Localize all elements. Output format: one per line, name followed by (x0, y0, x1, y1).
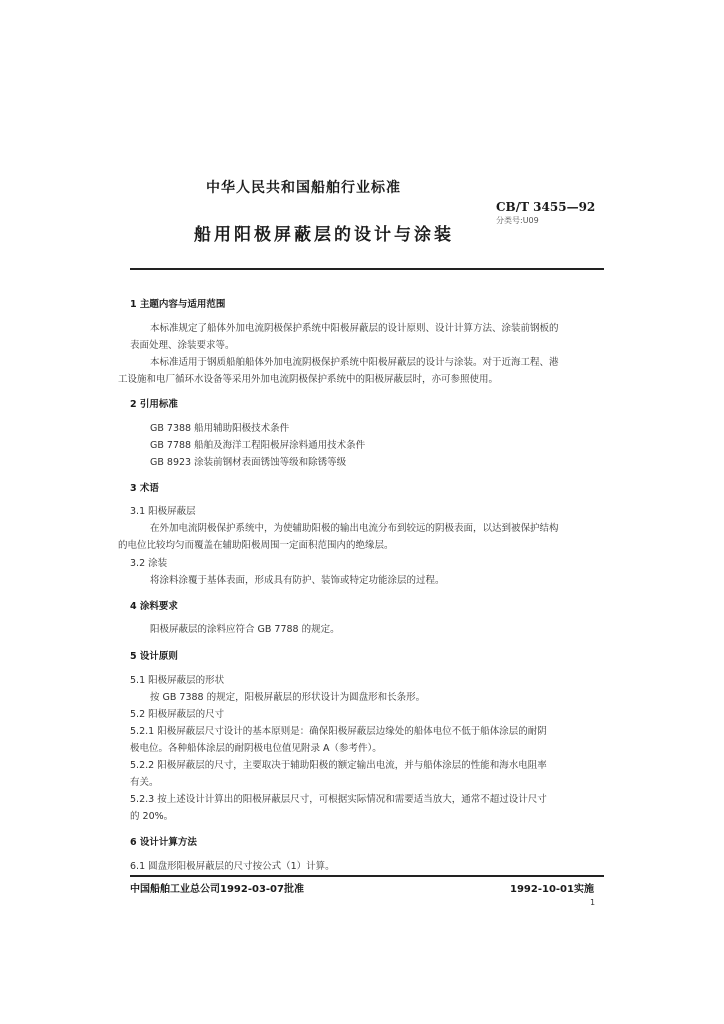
clause-5-1-heading: 5.1 阳极屏蔽层的形状 (130, 675, 225, 686)
clause-5-2-1-text-a: 5.2.1 阳极屏蔽层尺寸设计的基本原则是：确保阳极屏蔽层边缘处的船体电位不低于船体涂层的耐阴 (130, 726, 547, 737)
section-4-text: 阳极屏蔽层的涂料应符合 GB 7788 的规定。 (150, 624, 340, 635)
clause-5-2-2-text-a: 5.2.2 阳极屏蔽层的尺寸，主要取决于辅助阳极的额定输出电流，并与船体涂层的性能和海水电阻率 (130, 760, 547, 771)
section-1-para-2a: 本标准适用于钢质船舶船体外加电流阴极保护系统中阳极屏蔽层的设计与涂装。对于近海工程、港 (150, 357, 559, 368)
clause-5-2-2-text-b: 有关。 (130, 777, 159, 788)
section-2-heading: 2 引用标准 (130, 399, 178, 410)
classification-number: 分类号:U09 (496, 216, 539, 225)
section-1-para-1a: 本标准规定了船体外加电流阴极保护系统中阳极屏蔽层的设计原则、设计计算方法、涂装前钢板的 (150, 323, 559, 334)
section-1-heading: 1 主题内容与适用范围 (130, 299, 226, 310)
document-title: 船用阳极屏蔽层的设计与涂装 (194, 225, 454, 245)
clause-5-2-3-text-b: 的 20%。 (130, 811, 174, 822)
term-3-2-heading: 3.2 涂装 (130, 558, 168, 569)
clause-5-2-1-text-b: 极电位。各种船体涂层的耐阴极电位值见附录 A（参考件）。 (130, 743, 382, 754)
section-1-para-2b: 工设施和电厂循环水设备等采用外加电流阴极保护系统中的阳极屏蔽层时，亦可参照使用。 (118, 374, 499, 385)
clause-5-2-heading: 5.2 阳极屏蔽层的尺寸 (130, 709, 225, 720)
clause-6-1-text: 6.1 圆盘形阳极屏蔽层的尺寸按公式（1）计算。 (130, 861, 335, 872)
reference-item: GB 7388 船用辅助阳极技术条件 (150, 423, 290, 434)
term-3-2-text: 将涂料涂覆于基体表面，形成具有防护、装饰或特定功能涂层的过程。 (150, 575, 445, 586)
reference-item: GB 7788 船舶及海洋工程阳极屏涂料通用技术条件 (150, 440, 366, 451)
org-title: 中华人民共和国船舶行业标准 (206, 180, 401, 196)
page-number: 1 (590, 898, 596, 907)
term-3-1-text-a: 在外加电流阴极保护系统中，为使辅助阳极的输出电流分布到较远的阴极表面，以达到被保护结构 (150, 523, 559, 534)
section-5-heading: 5 设计原则 (130, 651, 178, 662)
footer-divider (130, 875, 604, 877)
approval-note: 中国船舶工业总公司1992-03-07批准 (130, 884, 304, 895)
term-3-1-heading: 3.1 阳极屏蔽层 (130, 506, 196, 517)
header-divider (130, 268, 604, 270)
section-3-heading: 3 术语 (130, 483, 159, 494)
term-3-1-text-b: 的电位比较均匀而覆盖在辅助阳极周围一定面积范围内的绝缘层。 (118, 540, 394, 551)
clause-5-2-3-text-a: 5.2.3 按上述设计计算出的阳极屏蔽层尺寸，可根据实际情况和需要适当放大，通常不超过设计尺寸 (130, 794, 547, 805)
standard-code: CB/T 3455—92 (496, 200, 596, 214)
clause-5-1-text: 按 GB 7388 的规定，阳极屏蔽层的形状设计为圆盘形和长条形。 (150, 692, 426, 703)
section-6-heading: 6 设计计算方法 (130, 837, 197, 848)
reference-item: GB 8923 涂装前钢材表面锈蚀等级和除锈等级 (150, 457, 347, 468)
section-4-heading: 4 涂料要求 (130, 601, 178, 612)
section-1-para-1b: 表面处理、涂装要求等。 (130, 340, 235, 351)
implementation-date: 1992-10-01实施 (510, 884, 594, 895)
